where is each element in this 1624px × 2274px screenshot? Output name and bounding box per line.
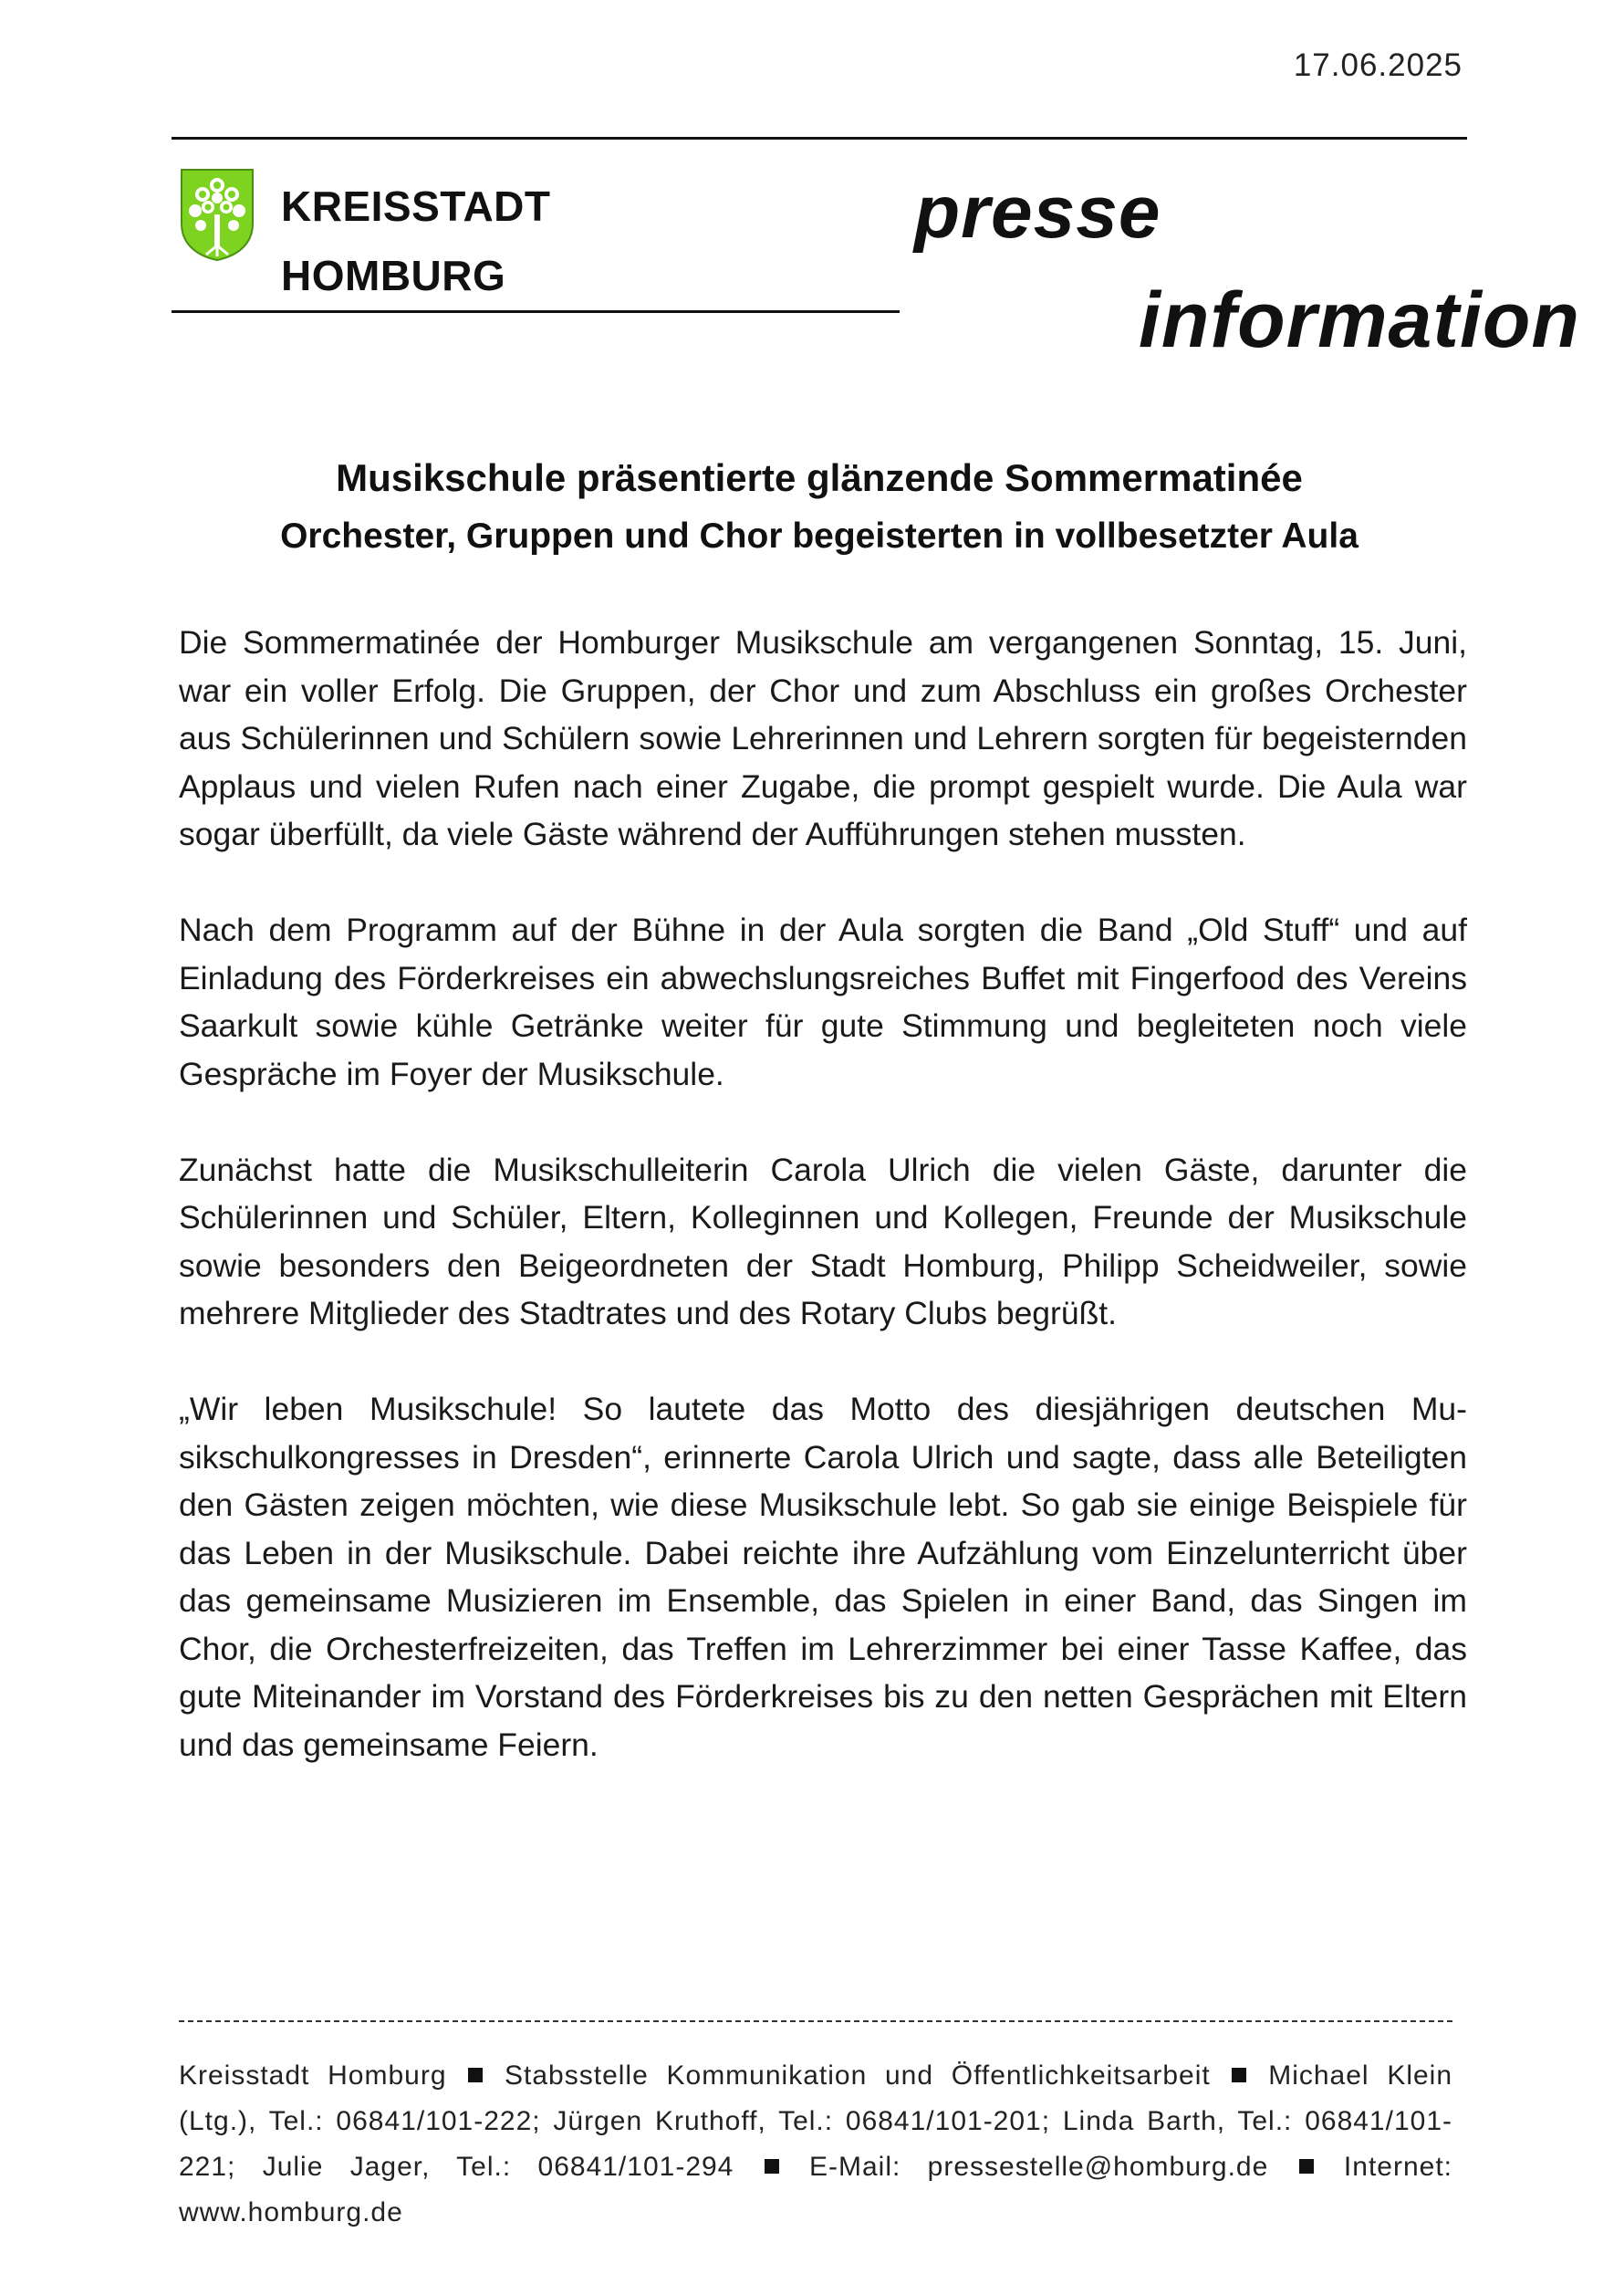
square-bullet-icon — [1299, 2159, 1314, 2174]
footer-department: Stabsstelle Kommunikation und Öffentlichkeitsarbeit — [505, 2060, 1211, 2091]
header-left-rule — [172, 310, 900, 313]
footer-contact-info — [179, 2053, 1452, 2236]
presse-label: presse — [914, 171, 1161, 254]
article-paragraph-1: Die Sommermatinée der Homburger Musikschule am vergangenen Sonntag, 15. Juni, war ein voller Erfolg. Die Gruppen, der Chor und zum Abschluss ein großes Orchester aus Schülerinnen und Schülern sowie Lehrerinnen und Lehrern sorgten für begeisternden Applaus und vielen Rufen nach einer Zugabe, die prompt gespielt wurde. Die Aula war sogar überfüllt, da viele Gäste während der Aufführungen stehen mussten. — [179, 624, 1467, 852]
article-title: Musikschule präsentierte glänzende Sommermatinée — [336, 456, 1303, 499]
footer-dashed-divider — [179, 2020, 1452, 2022]
homburg-coat-of-arms-tree-icon — [179, 167, 255, 262]
footer-contacts: Michael Klein (Ltg.), Tel.: 06841/101-222; Jürgen Kruthoff, Tel.: 06841/101-201; Linda Barth, Tel.: 06841/101-221; Julie Jager, Tel.: 06841/101-294 — [179, 2060, 1453, 2182]
footer-website[interactable]: Internet: www.homburg.de — [179, 2152, 1452, 2227]
square-bullet-icon — [1232, 2068, 1246, 2082]
information-label: information — [1139, 276, 1580, 364]
header-top-rule — [172, 137, 1467, 140]
article-subtitle: Orchester, Gruppen und Chor begeisterten in vollbesetzter Aula — [280, 516, 1359, 556]
article-paragraph-2: Nach dem Programm auf der Bühne in der Aula sorgten die Band „Old Stuff“ und auf Einladung des Förderkreises ein abwechslungsreiches Buffet mit Fingerfood des Vereins Saarkult sowie kühle Getränke weiter für gute Stimmung und begleiteten noch viele Gespräche im Foyer der Musikschule. — [179, 912, 1467, 1092]
press-release-date: 17.06.2025 — [1293, 47, 1463, 83]
square-bullet-icon — [765, 2159, 779, 2174]
article-body — [179, 619, 1467, 1817]
footer-email[interactable]: E-Mail: pressestelle@homburg.de — [809, 2152, 1269, 2182]
organization-name-line1: KREISSTADT — [281, 183, 551, 230]
organization-name — [281, 172, 551, 310]
square-bullet-icon — [468, 2068, 483, 2082]
organization-name-line2: HOMBURG — [281, 252, 506, 299]
article-paragraph-4: „Wir leben Musikschule! So lautete das Motto des diesjährigen deutschen Musikschulkongresses in Dresden“, erinnerte Carola Ulrich und sagte, dass alle Beteiligten den Gästen zeigen möchten, wie diese Musikschule lebt. So gab sie einige Beispiele für das Leben in der Musikschule. Dabei reichte ihre Aufzählung vom Einzelunterricht über das gemeinsame Musizieren im Ensemble, das Spielen in einer Band, das Singen im Chor, die Orchesterfreizeiten, das Treffen im Lehrerzimmer bei einer Tasse Kaffee, das gute Miteinander im Vorstand des Förderkreises bis zu den netten Gesprächen mit Eltern und das gemeinsame Feiern. — [179, 1391, 1467, 1763]
footer-organization: Kreisstadt Homburg — [179, 2060, 447, 2091]
article-paragraph-3: Zunächst hatte die Musikschulleiterin Carola Ulrich die vielen Gäste, darunter die Schülerinnen und Schüler, Eltern, Kolleginnen und Kollegen, Freunde der Musikschule sowie besonders den Beigeordneten der Stadt Homburg, Philipp Scheidweiler, sowie mehrere Mitglieder des Stadtrates und des Rotary Clubs begrüßt. — [179, 1151, 1467, 1331]
